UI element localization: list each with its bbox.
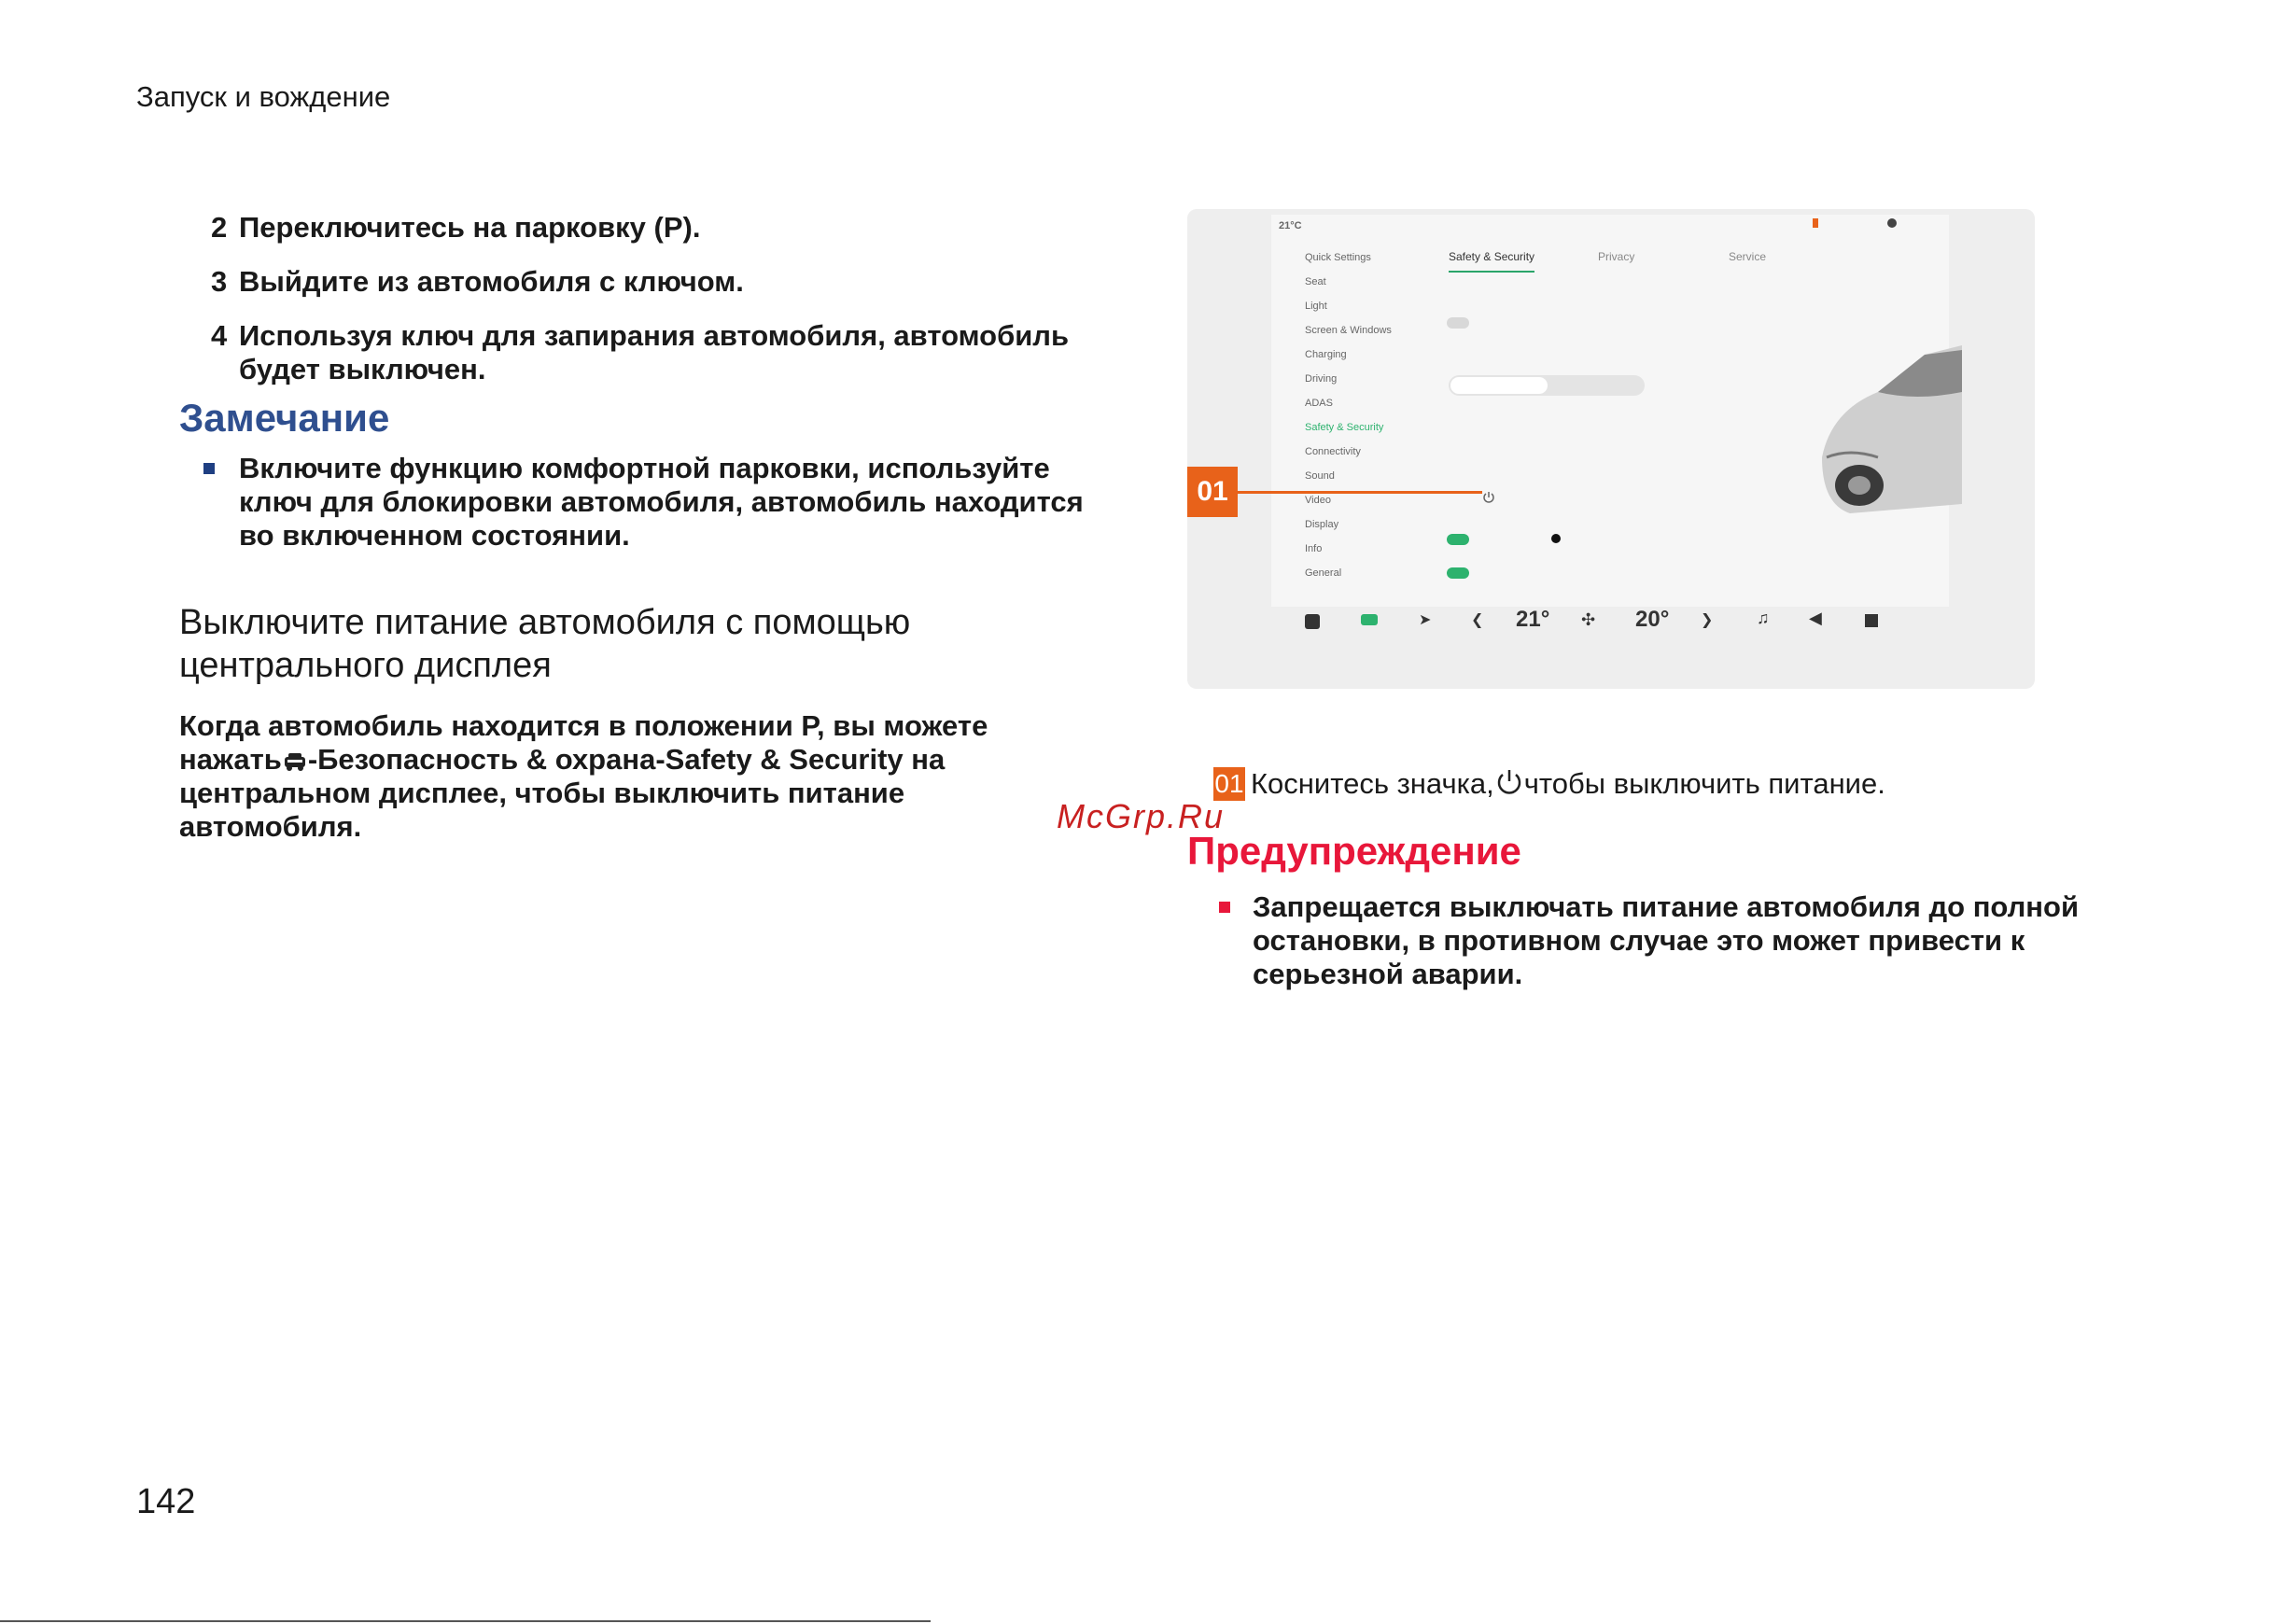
step-number: 4: [211, 319, 228, 352]
sidebar-item[interactable]: Video: [1305, 495, 1331, 506]
running-head: Запуск и вождение: [136, 80, 391, 113]
note-bullet-marker: [203, 463, 215, 474]
info-dot-icon: [1551, 534, 1561, 543]
alert-icon: [1813, 218, 1818, 228]
section-heading: Выключите питание автомобиля с помощью центрального дисплея: [179, 603, 911, 685]
caption-tag: 01: [1213, 767, 1245, 801]
sidebar-item[interactable]: Display: [1305, 519, 1339, 530]
step-number: 3: [211, 265, 228, 298]
sidebar-item-safety-security[interactable]: Safety & Security: [1305, 422, 1384, 433]
car-seat-icon: [282, 751, 308, 772]
sidebar-item[interactable]: Driving: [1305, 373, 1338, 385]
mode-selector[interactable]: [1449, 375, 1645, 396]
tab-safety-security[interactable]: Safety & Security: [1449, 250, 1534, 273]
seat-right-icon[interactable]: ❯: [1701, 612, 1714, 628]
home-icon[interactable]: [1305, 614, 1320, 629]
step-text: Переключитесь на парковку (P).: [239, 211, 701, 244]
tab-privacy[interactable]: Privacy: [1598, 250, 1635, 263]
note-heading: Замечание: [179, 396, 390, 440]
sidebar-item[interactable]: Sound: [1305, 470, 1335, 482]
fan-icon[interactable]: ✣: [1581, 610, 1596, 629]
watermark: McGrp.Ru: [1057, 797, 1226, 835]
sidebar-item[interactable]: ADAS: [1305, 398, 1333, 409]
center-display-screenshot: [1187, 209, 2035, 689]
bottom-dock: [1271, 607, 1949, 663]
power-icon[interactable]: [1482, 491, 1495, 504]
car-image: [1813, 317, 1962, 523]
sidebar-item[interactable]: Connectivity: [1305, 446, 1361, 457]
callout-line: [1238, 491, 1482, 494]
temperature-left[interactable]: 21°: [1516, 607, 1550, 632]
music-icon[interactable]: ♫: [1757, 609, 1770, 627]
caption-text: [1251, 767, 2035, 801]
apps-icon[interactable]: [1865, 614, 1878, 627]
sidebar-item[interactable]: Light: [1305, 301, 1327, 312]
status-temp: 21°C: [1279, 220, 1302, 231]
setting-toggle[interactable]: [1447, 317, 1469, 329]
sidebar-item[interactable]: Seat: [1305, 276, 1326, 287]
status-bar-right: [1794, 218, 1943, 230]
volume-icon[interactable]: ◀: [1809, 609, 1822, 627]
section-paragraph-part1: Когда автомобиль находится в положении P, вы можете нажать: [179, 709, 988, 776]
navigation-icon[interactable]: ➤: [1419, 612, 1432, 628]
note-bullet-text: Включите функцию комфортной парковки, используйте ключ для блокировки автомобиля, автомобиль находится во включенном состоянии.: [239, 452, 1084, 552]
toggle-on[interactable]: [1447, 534, 1469, 545]
warning-bullet-marker: [1219, 902, 1230, 913]
callout-label: 01: [1187, 467, 1238, 517]
power-icon: [1494, 767, 1524, 797]
sidebar-item[interactable]: Screen & Windows: [1305, 325, 1392, 336]
step-text: Выйдите из автомобиля с ключом.: [239, 265, 744, 298]
warning-heading: Предупреждение: [1187, 829, 1521, 873]
step-4: [211, 319, 1107, 386]
caption-text-part2: чтобы выключить питание.: [1523, 767, 1885, 800]
sidebar-item[interactable]: Quick Settings: [1305, 252, 1371, 263]
section-paragraph: [179, 709, 1038, 844]
user-icon: [1887, 218, 1897, 228]
toggle-on[interactable]: [1447, 567, 1469, 579]
car-icon[interactable]: [1361, 614, 1378, 625]
sidebar-item[interactable]: Charging: [1305, 349, 1347, 360]
section-paragraph-part2: -Безопасность & охрана-Safety & Security на центральном дисплее, чтобы выключить питание автомобиля.: [179, 743, 946, 843]
page-number: 142: [136, 1482, 196, 1521]
footer-rule: [0, 1620, 931, 1622]
sidebar-item[interactable]: General: [1305, 567, 1342, 579]
warning-bullet-text: Запрещается выключать питание автомобиля до полной остановки, в противном случае это может привести к серьезной аварии.: [1253, 890, 2079, 990]
seat-left-icon[interactable]: ❮: [1471, 612, 1484, 628]
step-text: Используя ключ для запирания автомобиля, автомобиль будет выключен.: [239, 319, 1070, 385]
sidebar-item[interactable]: Info: [1305, 543, 1323, 554]
tab-service[interactable]: Service: [1729, 250, 1767, 263]
step-number: 2: [211, 211, 228, 244]
temperature-right[interactable]: 20°: [1635, 607, 1670, 632]
caption-text-part1: Коснитесь значка,: [1251, 767, 1494, 800]
display-panel: [1271, 215, 1949, 607]
